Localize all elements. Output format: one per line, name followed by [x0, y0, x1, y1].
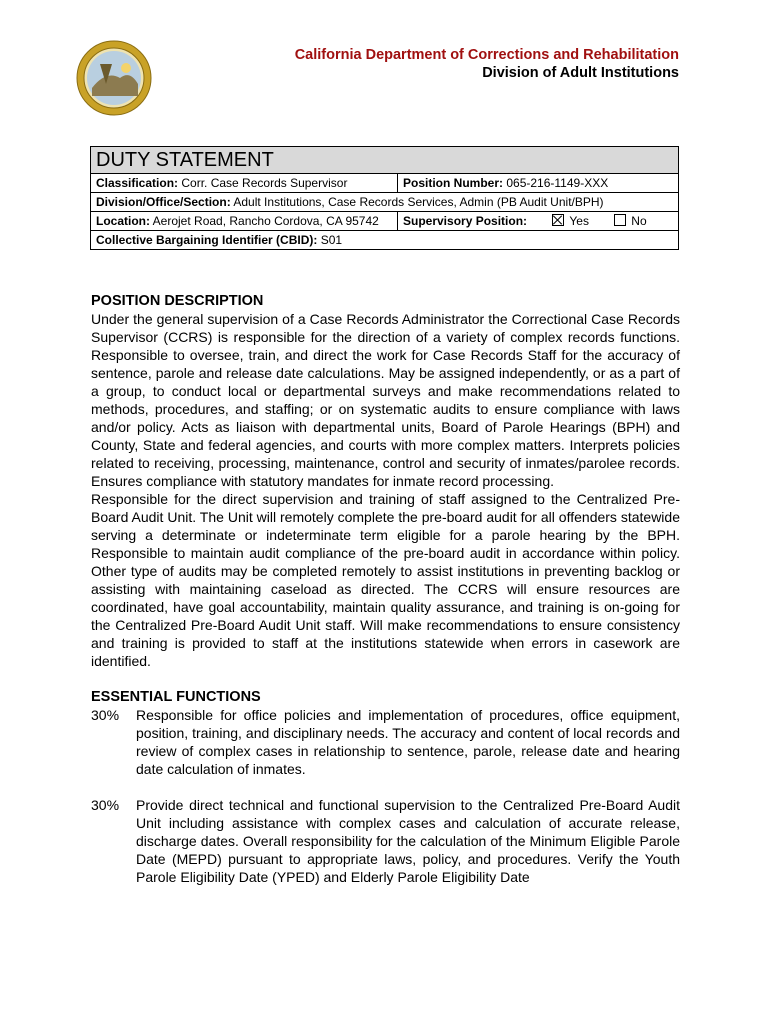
no-checkbox[interactable] [614, 214, 626, 226]
division-name: Division of Adult Institutions [482, 65, 679, 81]
position-description-paragraph-1: Under the general supervision of a Case Records Administrator the Correctional Case Records Supervisor (CCRS) is responsible for the direction of a variety of complex records functions. Responsible to oversee, train, and direct the work for Case Records Staff for the accuracy of sentence, parole and release date calculations. May be assigned independently, or as a part of a group, to conduct local or departmental surveys and make recommendations related to methods, procedures, and staffing; or on systematic audits to ensure compliance with laws and/or policy. Acts as liaison with departmental units, Board of Parole Hearings (BPH) and County, State and federal agencies, and courts with more complex matters. Interprets policies related to receiving, processing, maintenance, control and security of inmates/parolee records. Ensures compliance with statutory mandates for inmate record processing. [91, 311, 680, 489]
cbid-cell [91, 231, 679, 250]
division-cell [91, 193, 679, 212]
classification-cell [91, 174, 398, 193]
location-cell [91, 212, 398, 231]
function-item [91, 706, 680, 778]
function-item [91, 796, 680, 886]
function-percent: 30% [91, 797, 120, 813]
function-text: Responsible for office policies and implementation of procedures, office equipment, position, training, and disciplinary needs. The accuracy and content of local records and review of complex cases in relationship to sentence, parole, release date and hearing date calculation of inmates. [136, 707, 680, 777]
location-value: Aerojet Road, Rancho Cordova, CA 95742 [152, 214, 379, 228]
department-name: California Department of Corrections and Rehabilitation [294, 47, 679, 63]
supervisory-no-option[interactable] [614, 214, 646, 228]
classification-value: Corr. Case Records Supervisor [181, 176, 348, 190]
position-description-paragraph-2: Responsible for the direct supervision and training of staff assigned to the Centralized Pre-Board Audit Unit. The Unit will remotely complete the pre-board audit for all offenders statewide serving a determinate or indeterminate term eligible for a parole hearing by the BPH. Responsible to maintain audit compliance of the pre-board audit in accordance within policy. Other type of audits may be completed remotely to assist institutions in preventing backlog or assisting with maintaining caseload as directed. The CCRS will ensure resources are coordinated, have goal accountability, maintain quality assurance, and training is on-going for the Centralized Pre-Board Audit Unit staff. Will make recommendations to ensure consistency and training is provided to staff at the institutions statewide when errors in casework are identified. [91, 491, 680, 669]
position-number-cell [398, 174, 679, 193]
duty-statement-title: DUTY STATEMENT [91, 147, 679, 174]
document-body [91, 292, 680, 886]
state-seal-icon [76, 40, 152, 116]
function-percent: 30% [91, 707, 120, 723]
cbid-value: S01 [320, 233, 343, 247]
yes-label: Yes [569, 214, 589, 228]
essential-functions-heading: ESSENTIAL FUNCTIONS [91, 689, 261, 705]
position-description-heading: POSITION DESCRIPTION [91, 293, 264, 309]
supervisory-label: Supervisory Position: [403, 214, 528, 228]
supervisory-yes-option[interactable] [552, 214, 592, 228]
agency-header [295, 46, 679, 82]
division-value: Adult Institutions, Case Records Services, Admin (PB Audit Unit/BPH) [233, 195, 604, 209]
yes-checkbox[interactable] [552, 214, 564, 226]
supervisory-cell [398, 212, 679, 231]
duty-statement-table [90, 146, 679, 250]
position-number-label: Position Number: [403, 176, 504, 190]
no-label: No [631, 214, 647, 228]
division-label: Division/Office/Section: [96, 195, 231, 209]
cbid-label: Collective Bargaining Identifier (CBID): [96, 233, 318, 247]
position-number-value: 065-216-1149-XXX [506, 176, 609, 190]
classification-label: Classification: [96, 176, 179, 190]
location-label: Location: [96, 214, 150, 228]
function-text: Provide direct technical and functional supervision to the Centralized Pre-Board Audit Unit including assistance with complex cases and calculation of accurate release, discharge dates. Overall responsibility for the calculation of the Minimum Eligible Parole Date (MEPD) pursuant to appropriate laws, policy, and procedures. Verify the Youth Parole Eligibility Date (YPED) and Elderly Parole Eligibility Date [136, 797, 680, 885]
